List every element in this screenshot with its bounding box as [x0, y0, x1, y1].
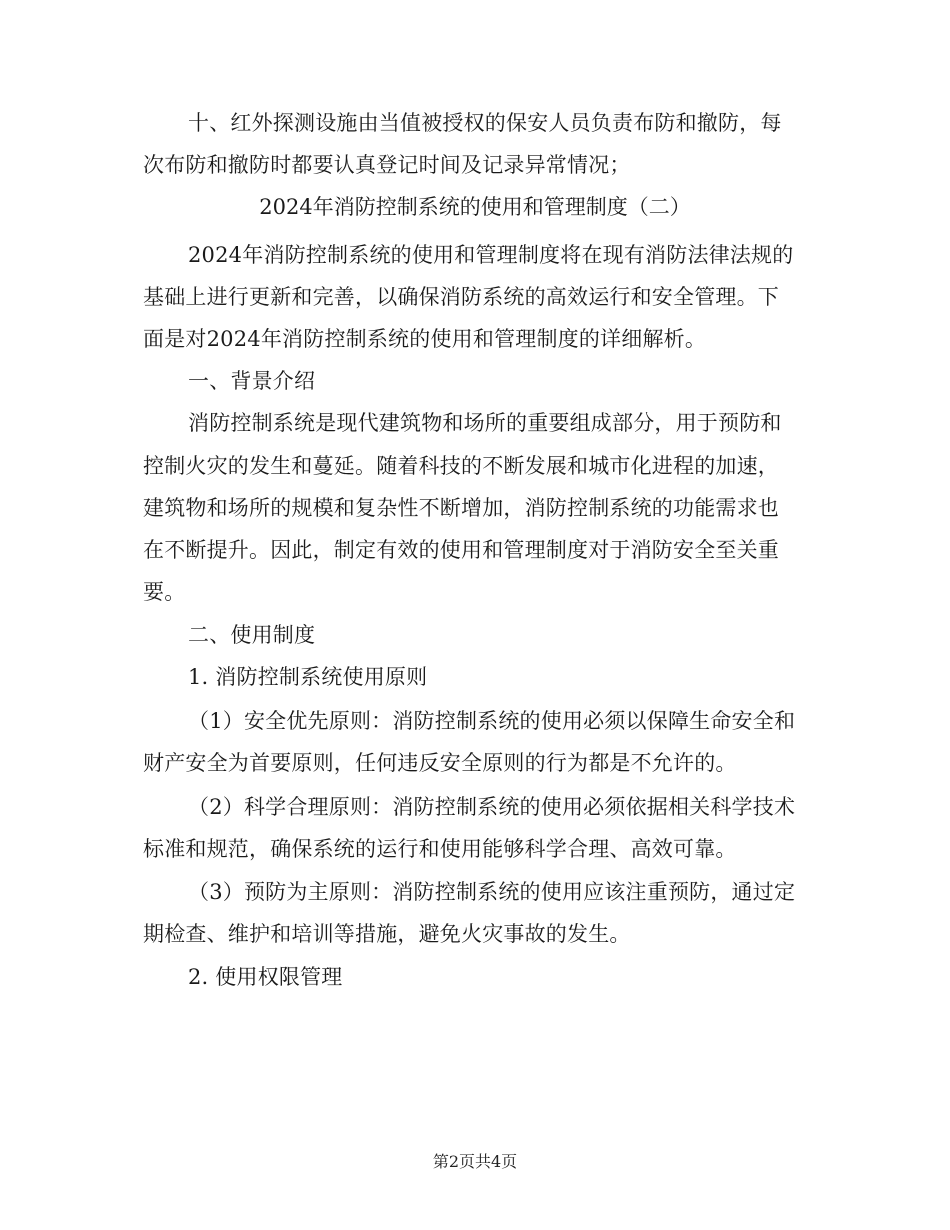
paragraph-line: 要。 [143, 580, 186, 604]
paragraph-line: 建筑物和场所的规模和复杂性不断增加，消防控制系统的功能需求也 [143, 496, 779, 520]
paragraph-line: （3）预防为主原则：消防控制系统的使用应该注重预防，通过定 [188, 880, 796, 904]
paragraph-line: （1）安全优先原则：消防控制系统的使用必须以保障生命安全和 [188, 709, 796, 733]
subsection-heading: 2. 使用权限管理 [188, 965, 343, 989]
subsection-heading: 1. 消防控制系统使用原则 [188, 665, 428, 689]
paragraph-line: 标准和规范，确保系统的运行和使用能够科学合理、高效可靠。 [143, 837, 737, 861]
section-heading: 一、背景介绍 [188, 369, 316, 393]
paragraph-line: 消防控制系统是现代建筑物和场所的重要组成部分，用于预防和 [188, 411, 782, 435]
paragraph-line: 财产安全为首要原则，任何违反安全原则的行为都是不允许的。 [143, 751, 737, 775]
section-heading: 二、使用制度 [188, 623, 316, 647]
paragraph-line: 次布防和撤防时都要认真登记时间及记录异常情况； [143, 153, 631, 177]
paragraph-line: 在不断提升。因此，制定有效的使用和管理制度对于消防安全至关重 [143, 538, 779, 562]
page-number-footer: 第2页共4页 [432, 1152, 518, 1171]
section-title: 2024年消防控制系统的使用和管理制度（二） [259, 195, 691, 219]
paragraph-line: 期检查、维护和培训等措施，避免火灾事故的发生。 [143, 922, 631, 946]
paragraph-line: （2）科学合理原则：消防控制系统的使用必须依据相关科学技术 [188, 795, 796, 819]
paragraph-line: 2024年消防控制系统的使用和管理制度将在现有消防法律法规的 [188, 243, 794, 267]
paragraph-line: 控制火灾的发生和蔓延。随着科技的不断发展和城市化进程的加速， [143, 454, 779, 478]
paragraph-line: 基础上进行更新和完善，以确保消防系统的高效运行和安全管理。下 [143, 285, 779, 309]
paragraph-line: 十、红外探测设施由当值被授权的保安人员负责布防和撤防，每 [188, 111, 782, 135]
paragraph-line: 面是对2024年消防控制系统的使用和管理制度的详细解析。 [143, 327, 707, 351]
